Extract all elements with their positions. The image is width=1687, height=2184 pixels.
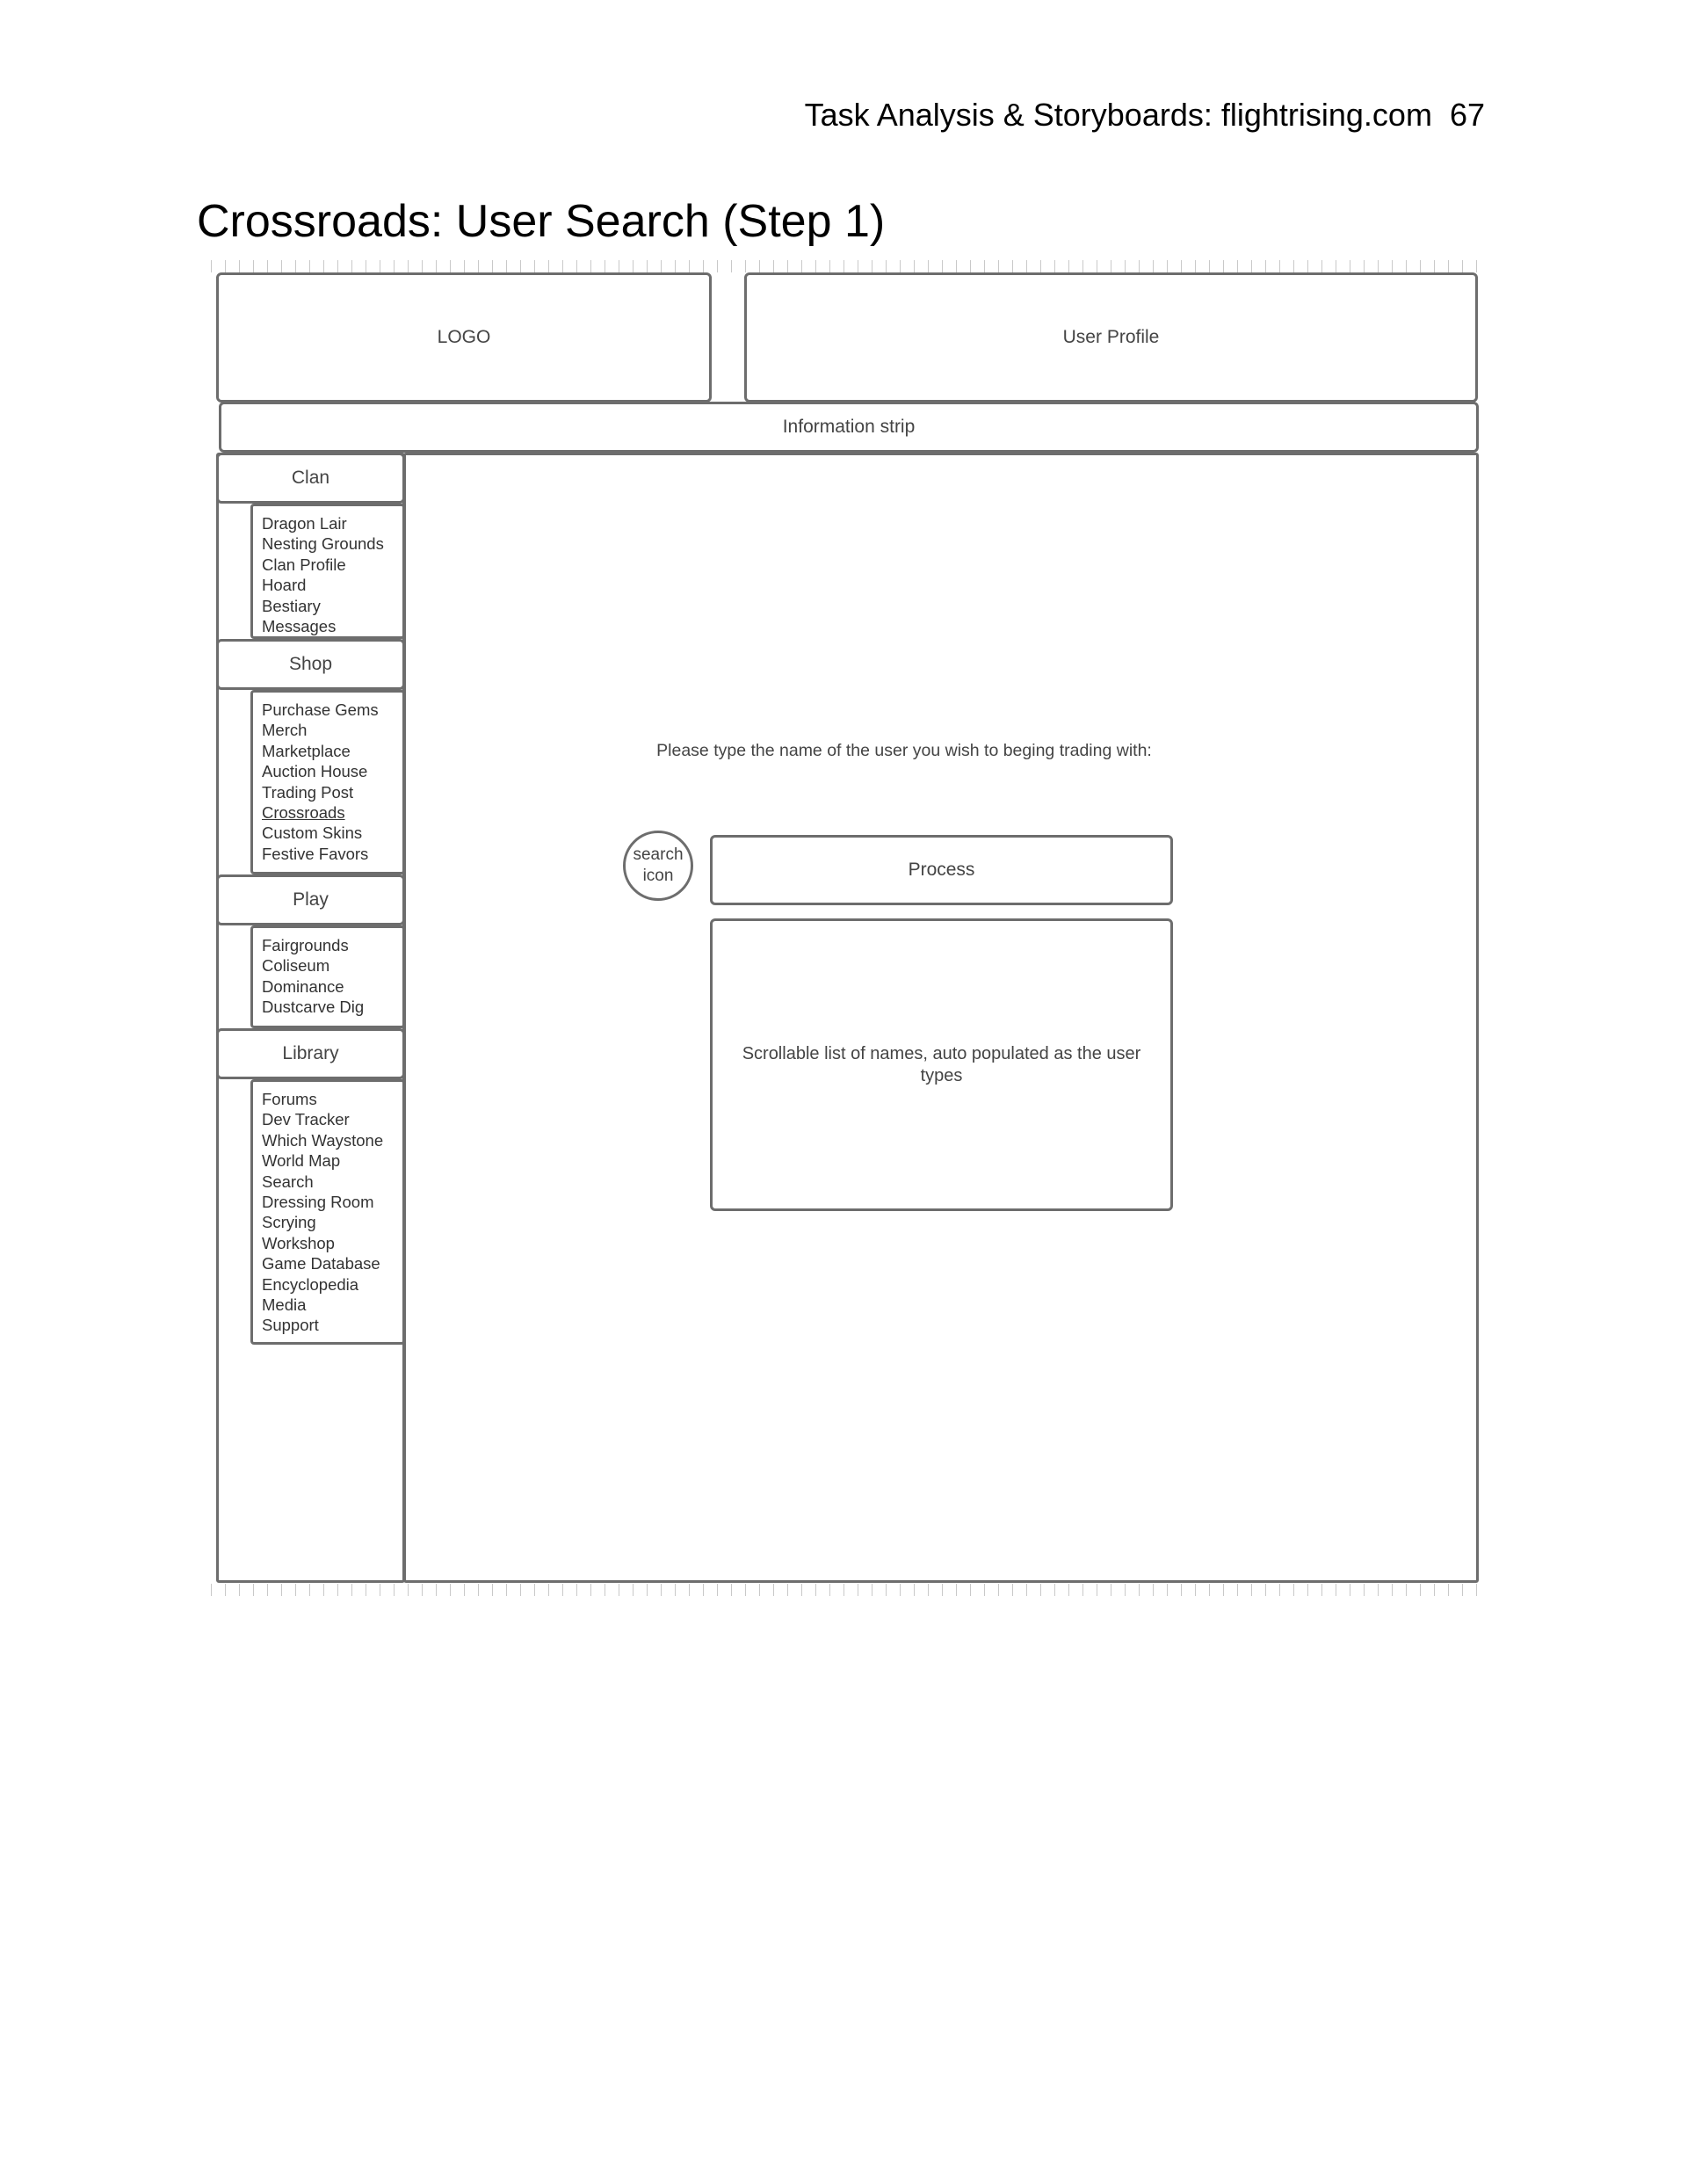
nav-heading-library[interactable]: [216, 1028, 405, 1079]
nav-item-auction-house[interactable]: Auction House: [262, 762, 368, 781]
nav-item-nesting-grounds[interactable]: Nesting Grounds: [262, 534, 384, 554]
nav-list-clan: [250, 504, 405, 639]
nav-item-search[interactable]: Search: [262, 1172, 314, 1191]
user-profile-box[interactable]: [744, 272, 1478, 403]
search-prompt: Please type the name of the user you wish to beging trading with:: [656, 741, 1152, 760]
nav-item-media[interactable]: Media: [262, 1295, 307, 1315]
process-button[interactable]: [710, 835, 1173, 905]
nav-list-shop: [250, 690, 405, 874]
nav-item-crossroads[interactable]: Crossroads: [262, 803, 345, 823]
nav-item-dustcarve-dig[interactable]: Dustcarve Dig: [262, 998, 365, 1017]
search-icon[interactable]: [623, 831, 693, 901]
information-strip: [219, 402, 1479, 453]
nav-heading-label: Library: [282, 1043, 339, 1063]
nav-item-clan-profile[interactable]: Clan Profile: [262, 555, 346, 574]
nav-item-fairgrounds[interactable]: Fairgrounds: [262, 936, 349, 954]
bottom-ruler: [211, 1584, 1485, 1596]
search-icon-label: search icon: [633, 845, 684, 885]
logo-box: [216, 272, 712, 403]
nav-heading-shop[interactable]: [216, 639, 405, 690]
nav-item-festive-favors[interactable]: Festive Favors: [262, 844, 369, 863]
information-strip-label: Information strip: [782, 417, 916, 437]
nav-heading-clan[interactable]: [216, 453, 405, 504]
nav-item-dragon-lair[interactable]: Dragon Lair: [262, 514, 347, 533]
logo-label: LOGO: [437, 327, 491, 347]
nav-item-world-map[interactable]: World Map: [262, 1151, 341, 1171]
nav-item-trading-post[interactable]: Trading Post: [262, 782, 354, 802]
nav-item-coliseum[interactable]: Coliseum: [262, 956, 330, 976]
nav-item-dominance[interactable]: Dominance: [262, 976, 344, 996]
user-name-list-placeholder: Scrollable list of names, auto populated as the user types: [742, 1043, 1141, 1085]
nav-heading-play[interactable]: [216, 874, 405, 925]
nav-item-marketplace[interactable]: Marketplace: [262, 741, 351, 760]
user-profile-label: User Profile: [1062, 327, 1160, 347]
nav-item-which-waystone[interactable]: Which Waystone: [262, 1130, 384, 1150]
page-title: Crossroads: User Search (Step 1): [197, 196, 886, 247]
nav-item-dev-tracker[interactable]: Dev Tracker: [262, 1110, 350, 1129]
nav-item-workshop[interactable]: Workshop: [262, 1233, 335, 1252]
nav-item-encyclopedia[interactable]: Encyclopedia: [262, 1274, 359, 1294]
nav-item-scrying[interactable]: Scrying: [262, 1213, 316, 1232]
nav-heading-label: Shop: [288, 654, 333, 674]
nav-heading-label: Clan: [291, 468, 330, 488]
nav-item-purchase-gems[interactable]: Purchase Gems: [262, 700, 379, 719]
nav-item-support[interactable]: Support: [262, 1316, 319, 1335]
nav-item-hoard[interactable]: Hoard: [262, 576, 307, 595]
nav-item-custom-skins[interactable]: Custom Skins: [262, 824, 363, 843]
page-header: Task Analysis & Storyboards: flightrising.com 67: [804, 97, 1485, 133]
nav-heading-label: Play: [293, 889, 329, 910]
nav-item-merch[interactable]: Merch: [262, 721, 308, 740]
nav-item-forums[interactable]: Forums: [262, 1090, 317, 1108]
nav-item-bestiary[interactable]: Bestiary: [262, 596, 321, 615]
top-ruler: [211, 260, 1485, 272]
nav-item-dressing-room[interactable]: Dressing Room: [262, 1193, 374, 1212]
nav-item-game-database[interactable]: Game Database: [262, 1254, 380, 1273]
nav-list-play: [250, 925, 405, 1028]
process-button-label: Process: [908, 860, 975, 880]
nav-item-messages[interactable]: Messages: [262, 617, 337, 636]
user-name-list[interactable]: [710, 918, 1173, 1211]
nav-list-library: [250, 1079, 405, 1345]
